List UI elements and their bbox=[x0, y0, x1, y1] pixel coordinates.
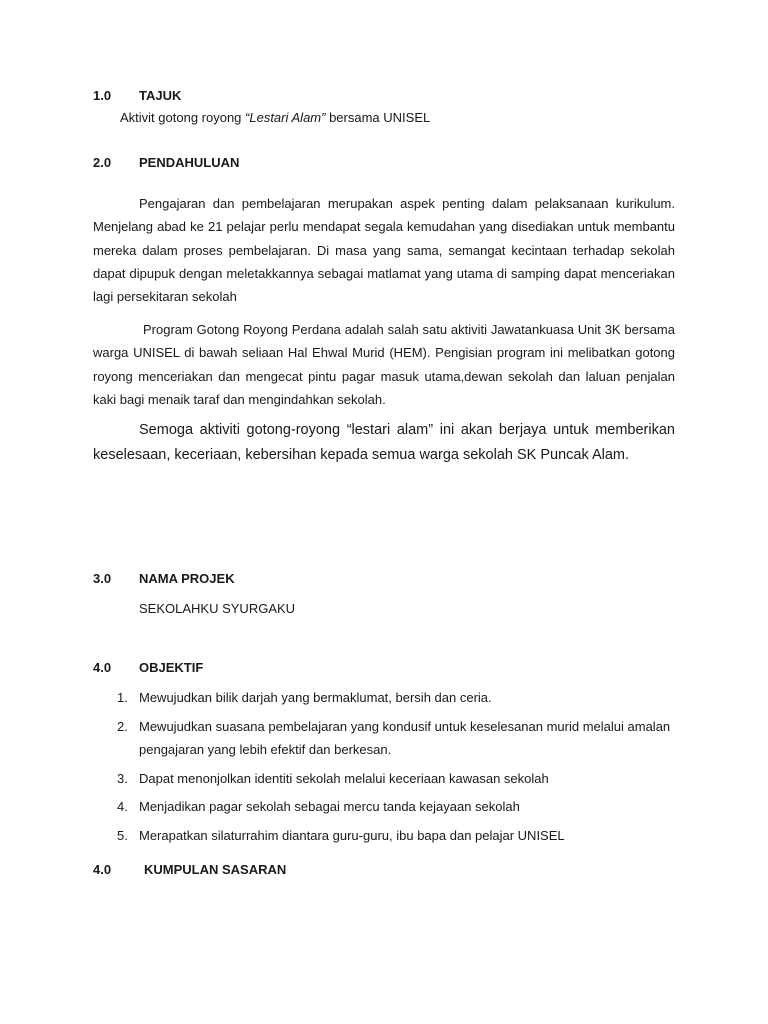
pendahuluan-paragraph-3: Semoga aktiviti gotong-royong “lestari alam” ini akan berjaya untuk memberikan keselesaan, keceriaan, kebersihan kepada semua warga sekolah SK Puncak Alam. bbox=[93, 422, 675, 463]
list-item: 4. Menjadikan pagar sekolah sebagai mercu tanda kejayaan sekolah bbox=[117, 799, 520, 814]
section-heading-pendahuluan bbox=[93, 155, 239, 171]
section-number: 4.0 bbox=[93, 660, 112, 675]
section-heading-tajuk bbox=[93, 88, 181, 104]
section-number: 4.0 bbox=[93, 862, 112, 877]
section-title: NAMA PROJEK bbox=[139, 571, 235, 586]
section-number: 1.0 bbox=[93, 88, 112, 103]
list-item: 2. Mewujudkan suasana pembelajaran yang kondusif untuk keselesanan murid melalui amalan pengajaran yang lebih efektif dan berkesan. bbox=[117, 718, 671, 757]
objektif-list bbox=[117, 686, 687, 852]
list-item: 5. Merapatkan silaturrahim diantara guru-guru, ibu bapa dan pelajar UNISEL bbox=[117, 827, 565, 843]
section-title: TAJUK bbox=[139, 88, 182, 103]
section-number: 2.0 bbox=[93, 155, 112, 170]
tajuk-italic: “Lestari Alam” bbox=[245, 110, 326, 125]
section-title: KUMPULAN SASARAN bbox=[144, 862, 287, 877]
tajuk-prefix: Aktivit gotong royong bbox=[120, 110, 246, 125]
section-number: 3.0 bbox=[93, 571, 112, 586]
section-title: PENDAHULUAN bbox=[139, 155, 240, 170]
list-item: 3. Dapat menonjolkan identiti sekolah melalui keceriaan kawasan sekolah bbox=[117, 770, 549, 786]
section-title: OBJEKTIF bbox=[139, 660, 204, 675]
section-heading-nama-projek bbox=[93, 571, 235, 587]
tajuk-suffix: bersama UNISEL bbox=[325, 110, 431, 125]
pendahuluan-paragraph-1: Pengajaran dan pembelajaran merupakan aspek penting dalam pelaksanaan kurikulum. Menjelang abad ke 21 pelajar perlu mendapat segala kemudahan yang disediakan untuk membantu mereka dalam proses pembelajaran. Di masa yang sama, semangat kecintaan terhadap sekolah dapat dipupuk dengan meletakkannya sebagai matlamat yang utama di samping dapat menceriakan lagi persekitaran sekolah bbox=[93, 196, 675, 305]
section-heading-kumpulan-sasaran bbox=[93, 862, 286, 878]
section-heading-objektif bbox=[93, 660, 203, 676]
tajuk-text bbox=[120, 110, 430, 126]
nama-projek-text: SEKOLAHKU SYURGAKU bbox=[139, 601, 296, 616]
pendahuluan-paragraph-2: Program Gotong Royong Perdana adalah salah satu aktiviti Jawatankuasa Unit 3K bersama warga UNISEL di bawah seliaan Hal Ehwal Murid (HEM). Pengisian program ini melibatkan gotong royong menceriakan dan mengecat pintu pagar masuk utama,dewan sekolah dan laluan penjalan kaki bagi menaik taraf dan mengindahkan sekolah. bbox=[93, 322, 675, 407]
list-item: 1. Mewujudkan bilik darjah yang bermaklumat, bersih dan ceria. bbox=[117, 690, 492, 705]
